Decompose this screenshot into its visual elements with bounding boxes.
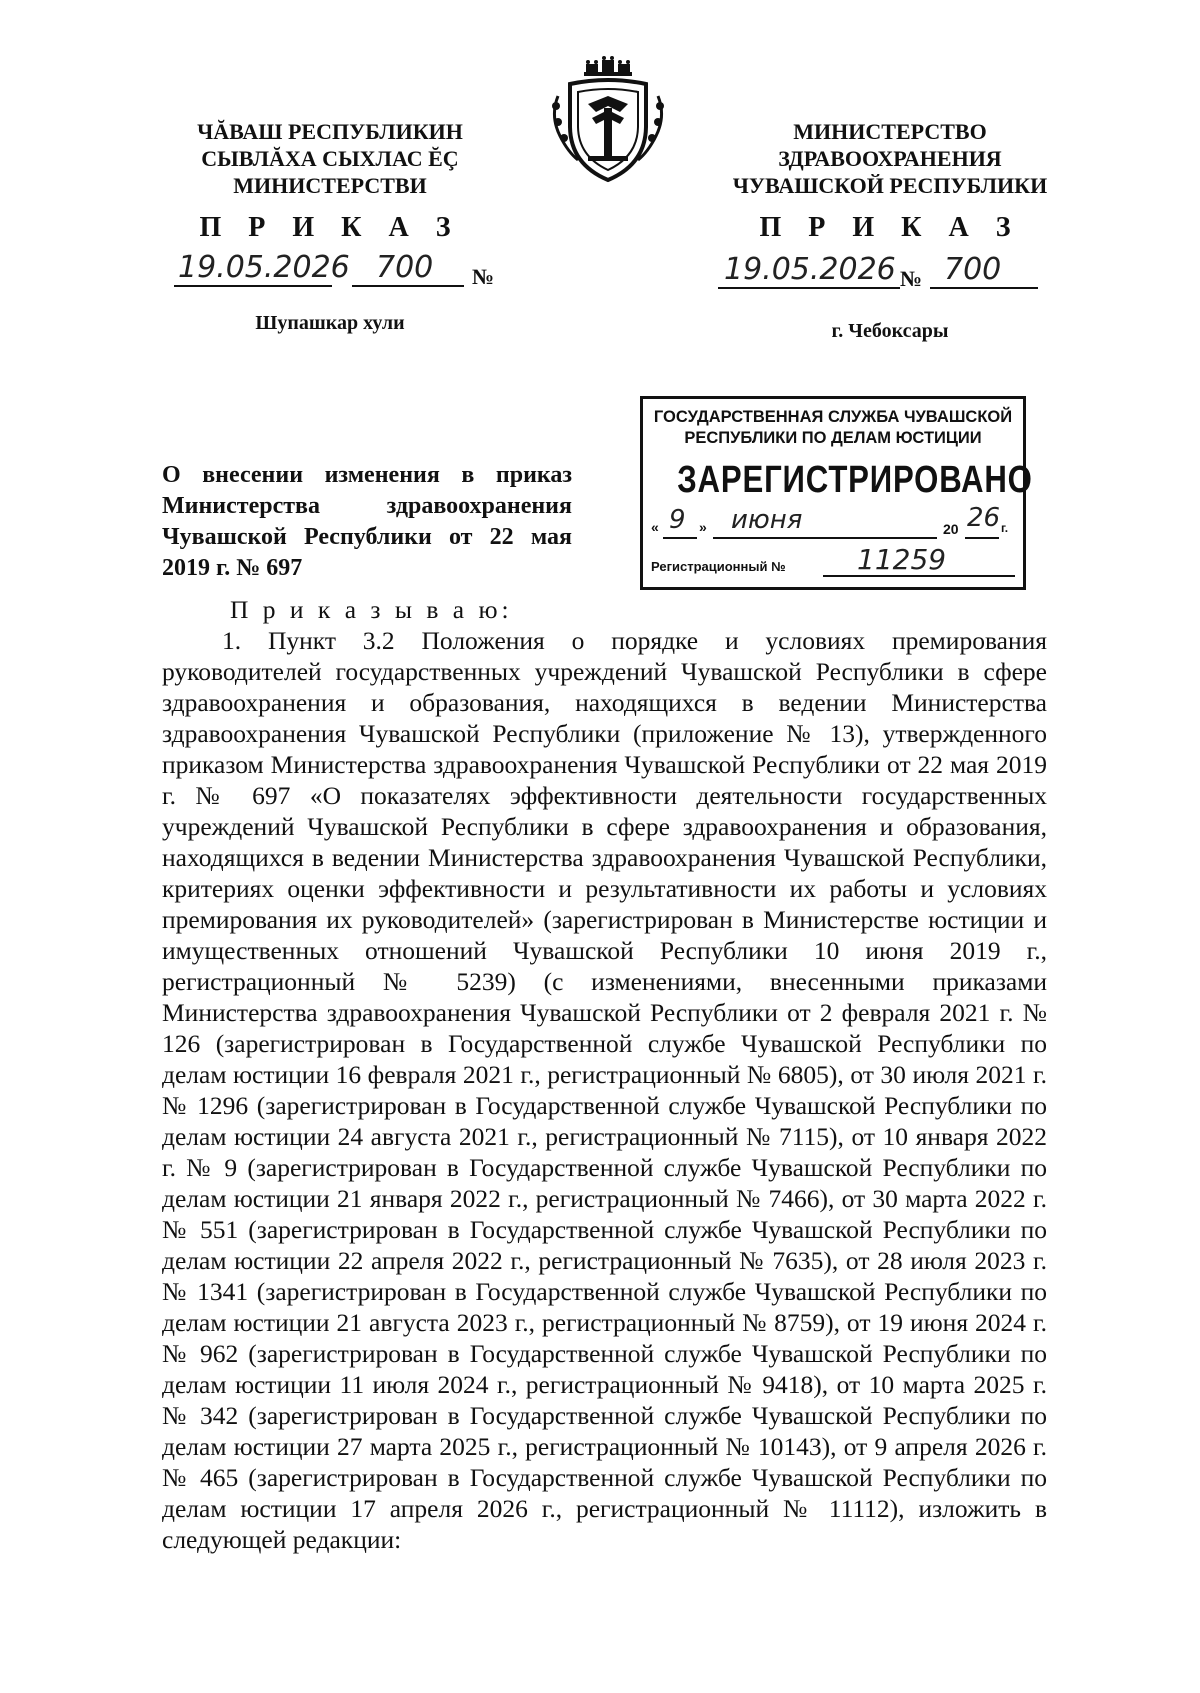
left-organization-name <box>150 118 510 199</box>
right-org-line: ЗДРАВООХРАНЕНИЯ <box>778 146 1002 171</box>
stamp-month-line <box>713 537 937 539</box>
stamp-month: июня <box>731 505 803 535</box>
left-number-line <box>352 285 464 287</box>
body-paragraph-container <box>162 625 1047 1555</box>
registration-stamp <box>640 396 1033 590</box>
left-number: 700 <box>376 250 434 285</box>
stamp-year-line <box>965 537 999 539</box>
stamp-org-line: ГОСУДАРСТВЕННАЯ СЛУЖБА ЧУВАШСКОЙ <box>653 408 1013 426</box>
left-org-line: МИНИСТЕРСТВИ <box>233 173 427 198</box>
document-title: О внесении изменения в приказ Министерства здравоохранения Чувашской Республики от 22 мая 2019 г. № 697 <box>162 462 572 581</box>
stamp-date-row <box>651 503 1017 541</box>
right-organization-name <box>710 118 1070 199</box>
stamp-year-prefix: 20 <box>943 521 959 537</box>
stamp-year-letter: г. <box>1001 521 1009 535</box>
left-number-sign: № <box>472 264 495 289</box>
coat-of-arms-emblem <box>548 56 668 186</box>
right-date: 19.05.2026 <box>724 252 896 287</box>
right-order-heading: П Р И К А З <box>759 212 1021 243</box>
stamp-day: 9 <box>669 505 686 535</box>
right-org-line: ЧУВАШСКОЙ РЕСПУБЛИКИ <box>732 173 1048 198</box>
stamp-quote-open: « <box>651 519 659 535</box>
order-word: П р и к а з ы в а ю: <box>230 595 513 624</box>
stamp-year-suffix: 26 <box>967 503 1001 533</box>
stamp-reg-number: 11259 <box>857 543 947 576</box>
stamp-day-line <box>663 537 697 539</box>
stamp-reg-row <box>651 543 1017 579</box>
stamp-reg-line <box>823 575 1015 577</box>
left-date: 19.05.2026 <box>178 250 350 285</box>
right-date-line <box>718 287 900 289</box>
left-org-line: СЫВЛĂХА СЫХЛАС ĔÇ <box>201 146 459 171</box>
left-city: Шупашкар хули <box>255 312 405 334</box>
left-date-line <box>174 285 332 287</box>
stamp-reg-label: Регистрационный № <box>651 559 786 574</box>
stamp-quote-close: » <box>699 519 707 535</box>
stamp-registered-label: ЗАРЕГИСТРИРОВАНО <box>677 459 1033 501</box>
stamp-org-line: РЕСПУБЛИКИ ПО ДЕЛАМ ЮСТИЦИИ <box>684 429 982 447</box>
right-number-sign: № <box>900 266 923 291</box>
right-number: 700 <box>944 252 1002 287</box>
right-number-line <box>930 287 1038 289</box>
left-org-line: ЧĂВАШ РЕСПУБЛИКИН <box>197 119 463 144</box>
left-order-heading: П Р И К А З <box>199 212 461 243</box>
right-org-line: МИНИСТЕРСТВО <box>793 119 987 144</box>
body-paragraph: 1. Пункт 3.2 Положения о порядке и условиях премирования руководителей государственных учреждений Чувашской Республики в сфере здравоохранения и образования, находящихся в ведении Министерства здравоохранения Чувашской Республики (приложение № 13), утвержденного приказом Министерства здравоохранения Чувашской Республики от 22 мая 2019 г. № 697 «О показателях эффективности деятельности государственных учреждений Чувашской Республики в сфере здравоохранения и образования, находящихся в ведении Министерства здравоохранения Чувашской Республики, критериях оценки эффективности и результативности их работы и условиях премирования их руководителей» (зарегистрирован в Министерстве юстиции и имущественных отношений Чувашской Республики 10 июня 2019 г., регистрационный № 5239) (с изменениями, внесенными приказами Министерства здравоохранения Чувашской Республики от 2 февраля 2021 г. № 126 (зарегистрирован в Государственной службе Чувашской Республики по делам юстиции 16 февраля 2021 г., регистрационный № 6805), от 30 июля 2021 г. № 1296 (зарегистрирован в Государственной службе Чувашской Республики по делам юстиции 24 августа 2021 г., регистрационный № 7115), от 10 января 2022 г. № 9 (зарегистрирован в Государственной службе Чувашской Республики по делам юстиции 21 января 2022 г., регистрационный № 7466), от 30 марта 2022 г. № 551 (зарегистрирован в Государственной службе Чувашской Республики по делам юстиции 22 апреля 2022 г., регистрационный № 7635), от 28 июля 2023 г. № 1341 (зарегистрирован в Государственной службе Чувашской Республики по делам юстиции 21 августа 2023 г., регистрационный № 8759), от 19 июня 2024 г. № 962 (зарегистрирован в Государственной службе Чувашской Республики по делам юстиции 11 июля 2024 г., регистрационный № 9418), от 10 марта 2025 г. № 342 (зарегистрирован в Государственной службе Чувашской Республики по делам юстиции 27 марта 2025 г., регистрационный № 10143), от 9 апреля 2026 г. № 465 (зарегистрирован в Государственной службе Чувашской Республики по делам юстиции 17 апреля 2026 г., регистрационный № 11112), изложить в следующей редакции: <box>162 626 1047 1554</box>
right-city: г. Чебоксары <box>831 320 949 342</box>
